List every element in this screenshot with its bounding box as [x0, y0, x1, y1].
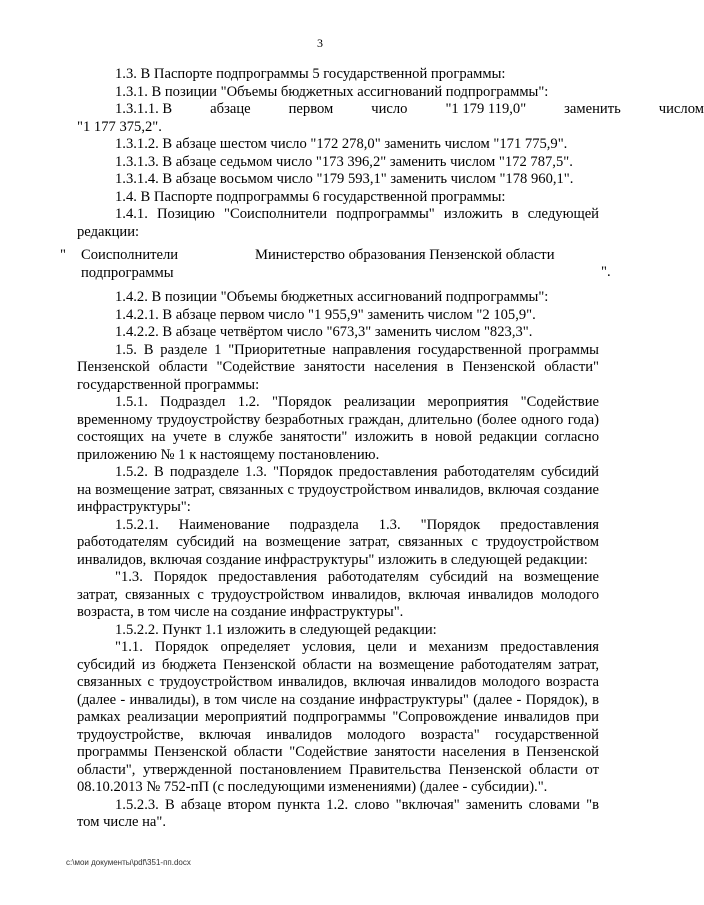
program-table	[60, 247, 611, 281]
word: "1 179 119,0"	[445, 101, 527, 117]
word: заменить	[564, 101, 621, 117]
table-label-line: подпрограммы	[81, 264, 174, 281]
paragraph: 1.3.1.3. В абзаце седьмом число "173 396,2" заменить числом "172 787,5".	[115, 153, 573, 170]
justified-line	[77, 101, 704, 119]
table-label-cell	[81, 247, 178, 282]
word: первом	[288, 101, 334, 117]
paragraph: 1.4.2.1. В абзаце первом число "1 955,9" заменить числом "2 105,9".	[115, 306, 536, 323]
word: абзаце	[210, 101, 251, 117]
page-number: 3	[317, 36, 323, 50]
paragraph: 1.3.1.4. В абзаце восьмом число "179 593,1" заменить числом "178 960,1".	[115, 171, 574, 187]
document-body	[60, 66, 704, 832]
quoted-paragraph: "1.1. Порядок определяет условия, цели и механизм предоставления субсидий из бюджета Пензенской области на возмещение работодателям затрат, связанных с трудоустройством инвалидов, включая инвалидов молодого возраста (далее - инвалиды), в том числе на создание инфраструктуры" (далее - Порядок), в рамках реализации мероприятий подпрограммы "Сопровождение инвалидов при трудоустройстве, включая инвалидов молодого возраста" государственной программы Пензенской области "Содействие занятости населения в Пензенской области", утвержденной постановлением Правительства Пензенской области от 08.10.2013 № 752-пП (с последующими изменениями) (далее - субсидии).".	[77, 639, 599, 795]
paragraph-justified	[77, 101, 704, 119]
paragraph: 1.5.2.3. В абзаце втором пункта 1.2. слово "включая" заменить словами "в том числе на".	[77, 796, 599, 830]
paragraph: 1.3.1. В позиции "Объемы бюджетных ассигнований подпрограммы":	[115, 83, 549, 100]
paragraph: 1.3.1.2. В абзаце шестом число "172 278,0" заменить числом "171 775,9".	[115, 136, 568, 152]
paragraph: 1.4.2.2. В абзаце четвёртом число "673,3" заменить числом "823,3".	[115, 324, 533, 340]
paragraph: 1.4. В Паспорте подпрограммы 6 государственной программы:	[115, 188, 506, 205]
paragraph: 1.5.1. Подраздел 1.2. "Порядок реализации мероприятия "Содействие временному трудоустройству безработных граждан, длительно (более одного года) состоящих на учете в службе занятости" изложить в новой редакции согласно приложению № 1 к настоящему постановлению.	[77, 394, 599, 463]
quoted-paragraph: "1.3. Порядок предоставления работодателям субсидий на возмещение затрат, связанных с трудоустройством инвалидов, включая инвалидов молодого возраста, в том числе на создание инфраструктуры".	[77, 569, 599, 620]
table-close-quote: ".	[601, 264, 611, 280]
paragraph: 1.5. В разделе 1 "Приоритетные направления государственной программы Пензенской области "Содействие занятости населения в Пензенской области" государственной программы:	[77, 341, 599, 393]
paragraph: 1.4.1. Позицию "Соисполнители подпрограммы" изложить в следующей редакции:	[77, 206, 599, 240]
word: числом	[658, 101, 704, 117]
table-value-cell: Министерство образования Пензенской области	[255, 247, 555, 263]
paragraph: 1.5.2.2. Пункт 1.1 изложить в следующей редакции:	[115, 621, 437, 638]
paragraph: 1.4.2. В позиции "Объемы бюджетных ассигнований подпрограммы":	[115, 289, 549, 305]
paragraph: 1.5.2.1. Наименование подраздела 1.3. "Порядок предоставления работодателям субсидий на возмещение затрат, связанных с трудоустройством инвалидов, включая создание инфраструктуры" изложить в следующей редакции:	[77, 516, 599, 568]
paragraph: 1.3. В Паспорте подпрограммы 5 государственной программы:	[115, 66, 506, 82]
table-open-quote: "	[60, 247, 66, 263]
paragraph: 1.5.2. В подразделе 1.3. "Порядок предоставления работодателям субсидий на возмещение затрат, связанных с трудоустройством инвалидов, включая создание инфраструктуры":	[77, 464, 599, 515]
table-label-line: Соисполнители	[81, 247, 179, 263]
word: 1.3.1.1. В	[115, 101, 173, 117]
paragraph-continuation: "1 177 375,2".	[77, 118, 162, 135]
word: число	[371, 101, 408, 117]
file-path-footer: c:\мои документы\pdf\351-пп.docx	[66, 858, 191, 867]
